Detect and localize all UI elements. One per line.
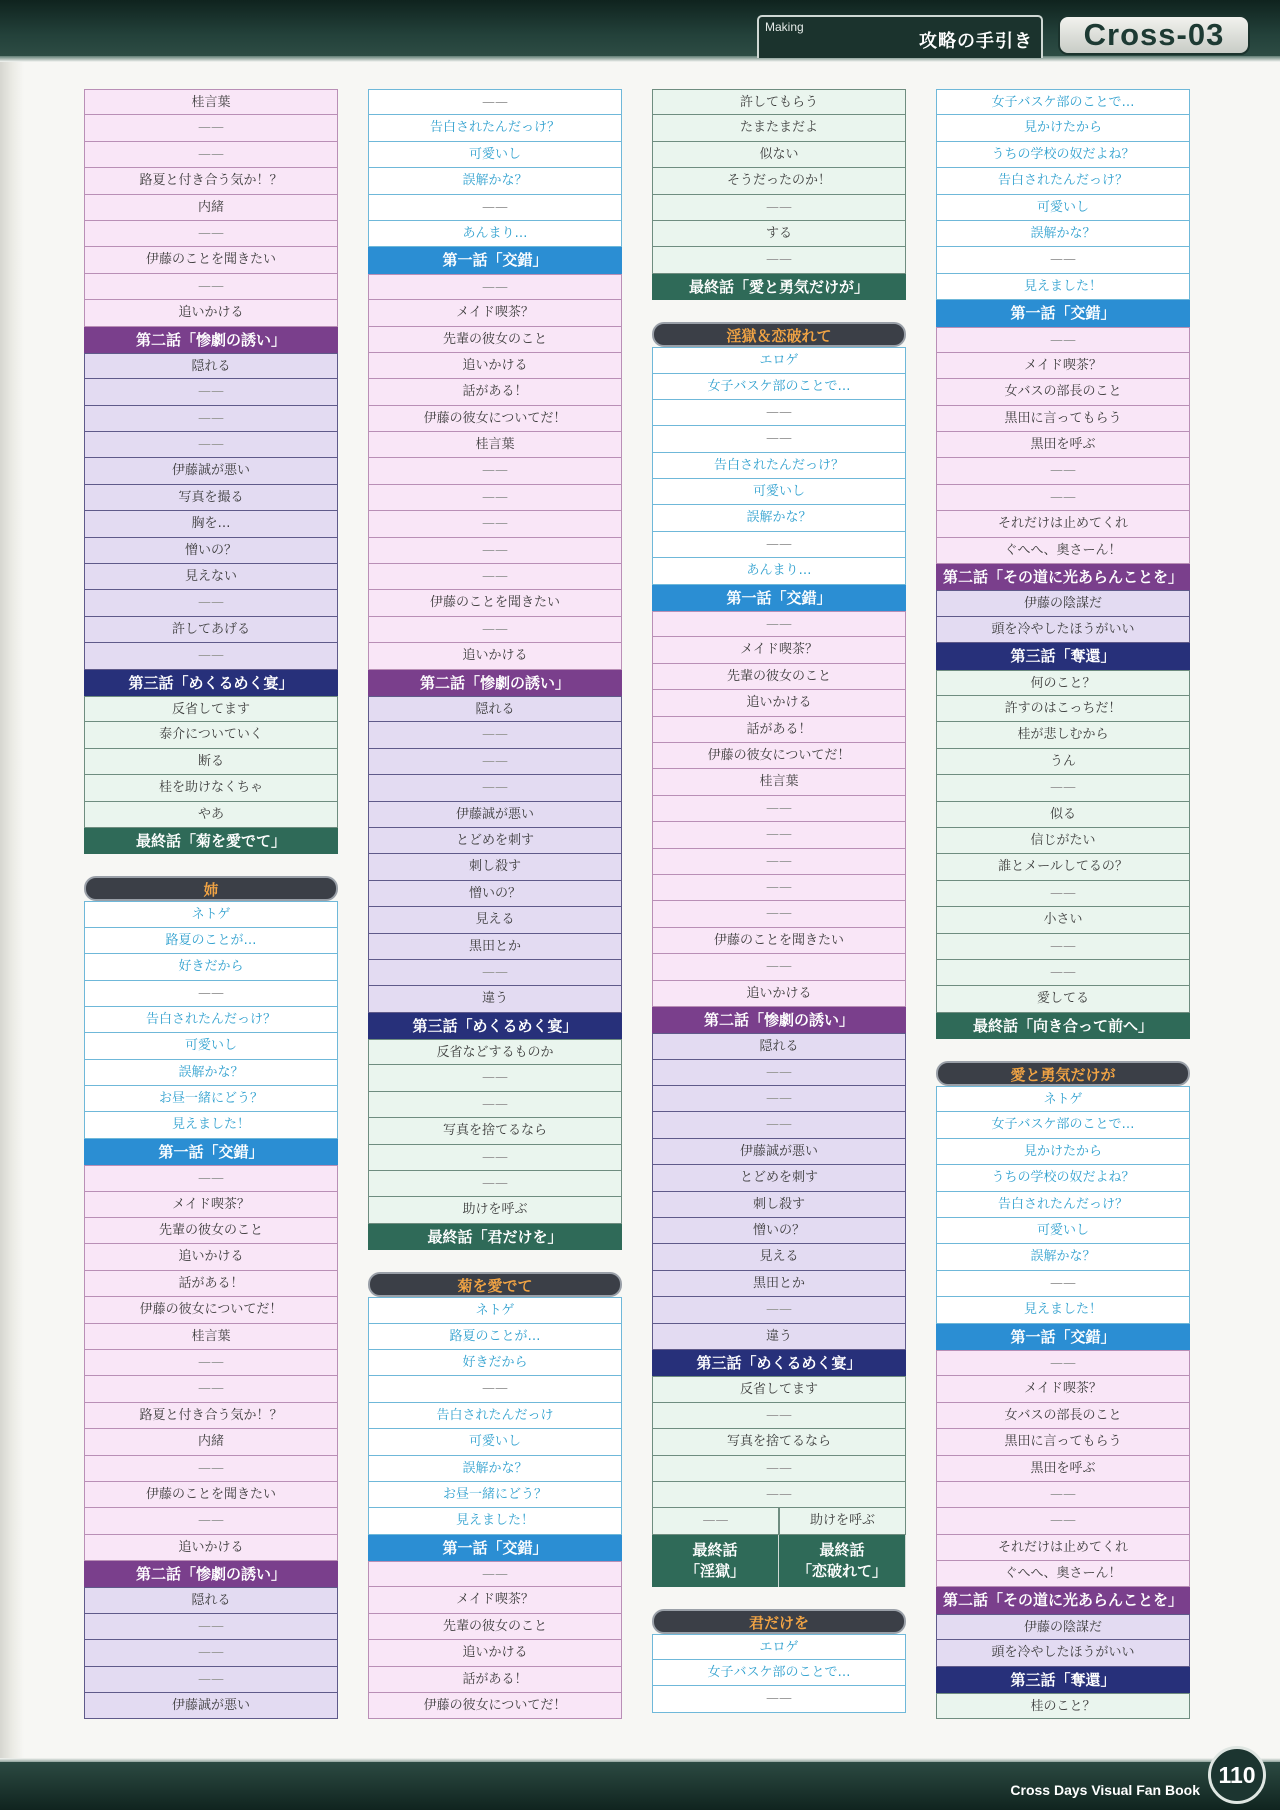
choice-row: ——	[652, 195, 906, 221]
choice-row: 桂言葉	[84, 89, 338, 115]
choice-row: 追いかける	[84, 1535, 338, 1561]
choice-row: ——	[84, 406, 338, 432]
route-title: 菊を愛でて	[368, 1272, 622, 1297]
choice-row: ——	[84, 115, 338, 141]
choice-row: ——	[936, 1350, 1190, 1376]
choice-row: 許してあげる	[84, 617, 338, 643]
choice-row: 可愛いし	[368, 142, 622, 168]
choice-row: ——	[936, 485, 1190, 511]
ending-header-line: 「淫獄」	[684, 1561, 745, 1580]
choice-row: とどめを刺す	[652, 1165, 906, 1191]
choice-row: ——	[936, 247, 1190, 273]
choice-row: うん	[936, 749, 1190, 775]
making-section-tab	[757, 15, 1043, 58]
choice-row: 泰介についていく	[84, 722, 338, 748]
choice-row: ——	[84, 1640, 338, 1666]
episode-header: 最終話「愛と勇気だけが」	[652, 274, 906, 300]
section-gap	[84, 854, 338, 876]
choice-row: 憎いの？	[652, 1218, 906, 1244]
choice-row: 好きだから	[368, 1350, 622, 1376]
choice-row: ——	[368, 511, 622, 537]
choice-row: 好きだから	[84, 954, 338, 980]
route-title: 姉	[84, 876, 338, 901]
choice-row: 路夏のことが…	[368, 1324, 622, 1350]
choice-row: 追いかける	[84, 300, 338, 326]
choice-row: 伊藤の彼女についてだ！	[368, 406, 622, 432]
choice-row: ——	[652, 1403, 906, 1429]
choice-row: エロゲ	[652, 347, 906, 373]
choice-row: 憎いの？	[368, 881, 622, 907]
choice-row: 誤解かな？	[936, 221, 1190, 247]
choice-row: 違う	[368, 986, 622, 1012]
choice-row: エロゲ	[652, 1634, 906, 1660]
choice-row: 愛してる	[936, 986, 1190, 1012]
choice-row: ——	[368, 775, 622, 801]
choice-row: ——	[936, 1508, 1190, 1534]
flow-column-2	[368, 89, 622, 1719]
episode-header: 第一話「交錯」	[936, 1324, 1190, 1350]
choice-row: 可愛いし	[84, 1033, 338, 1059]
choice-row: 話がある！	[84, 1271, 338, 1297]
choice-row: 伊藤のことを聞きたい	[368, 590, 622, 616]
chapter-badge: Cross-03	[1058, 15, 1250, 55]
episode-header: 第二話「惨劇の誘い」	[84, 1561, 338, 1587]
choice-row: 伊藤の彼女についてだ！	[84, 1297, 338, 1323]
choice-row: うちの学校の奴だよね？	[936, 142, 1190, 168]
choice-row: ——	[368, 89, 622, 115]
choice-row: ——	[84, 432, 338, 458]
choice-row: ——	[652, 1086, 906, 1112]
section-gap	[652, 1587, 906, 1609]
episode-header: 第三話「奪還」	[936, 643, 1190, 669]
choice-row: ——	[652, 1112, 906, 1138]
choice-row: 反省してます	[84, 696, 338, 722]
choice-row: 誤解かな？	[368, 1456, 622, 1482]
choice-row: ——	[84, 1456, 338, 1482]
choice-row: 断る	[84, 749, 338, 775]
choice-row: ——	[368, 274, 622, 300]
choice-row: 先輩の彼女のこと	[84, 1218, 338, 1244]
choice-row: それだけは止めてくれ	[936, 511, 1190, 537]
choice-row: ——	[368, 617, 622, 643]
choice-row: メイド喫茶？	[368, 1587, 622, 1613]
choice-row: 路夏と付き合う気か！？	[84, 1403, 338, 1429]
choice-row: 反省などするものか	[368, 1039, 622, 1065]
choice-row: ——	[652, 426, 906, 452]
choice-row: 似る	[936, 802, 1190, 828]
choice-row: 見えました！	[368, 1508, 622, 1534]
choice-row: 伊藤誠が悪い	[368, 802, 622, 828]
ending-header-line: 最終話	[692, 1540, 738, 1559]
choice-row: ——	[652, 954, 906, 980]
choice-row: 内緒	[84, 1429, 338, 1455]
choice-row: 誤解かな？	[652, 505, 906, 531]
choice-row: ——	[84, 1614, 338, 1640]
page-number-badge: 110	[1208, 1746, 1266, 1804]
choice-row: ぐへへ、奥さーん！	[936, 538, 1190, 564]
section-tab-label: Making	[765, 20, 804, 34]
choice-row: 誰とメールしてるの？	[936, 854, 1190, 880]
episode-header: 第三話「めくるめく宴」	[368, 1013, 622, 1039]
choice-row: 黒田に言ってもらう	[936, 1429, 1190, 1455]
episode-header: 第一話「交錯」	[368, 1535, 622, 1561]
choice-row: 写真を捨てるなら	[652, 1429, 906, 1455]
choice-row: 可愛いし	[368, 1429, 622, 1455]
choice-row: とどめを刺す	[368, 828, 622, 854]
episode-header: 第一話「交錯」	[936, 300, 1190, 326]
choice-row: ——	[652, 875, 906, 901]
choice-row: 伊藤の陰謀だ	[936, 1614, 1190, 1640]
choice-row: 伊藤のことを聞きたい	[84, 247, 338, 273]
choice-row: 伊藤誠が悪い	[84, 458, 338, 484]
choice-row: 誤解かな？	[368, 168, 622, 194]
choice-row: ぐへへ、奥さーん！	[936, 1561, 1190, 1587]
choice-row: 隠れる	[652, 1033, 906, 1059]
choice-row: ——	[368, 960, 622, 986]
choice-row: ——	[368, 485, 622, 511]
choice-row: ——	[368, 564, 622, 590]
choice-row: 可愛いし	[936, 195, 1190, 221]
choice-row: 追いかける	[652, 690, 906, 716]
choice-row: 伊藤誠が悪い	[84, 1693, 338, 1719]
choice-row: 隠れる	[84, 353, 338, 379]
episode-header: 第二話「惨劇の誘い」	[652, 1007, 906, 1033]
choice-row: ——	[936, 960, 1190, 986]
episode-header: 最終話「菊を愛でて」	[84, 828, 338, 854]
choice-row: 告白されたんだっけ？	[368, 115, 622, 141]
choice-row: 追いかける	[368, 643, 622, 669]
choice-row: 話がある！	[652, 717, 906, 743]
section-gap	[368, 1250, 622, 1272]
choice-row: 助けを呼ぶ	[368, 1197, 622, 1223]
choice-row: 路夏と付き合う気か！？	[84, 168, 338, 194]
choice-row: 伊藤の彼女についてだ！	[652, 743, 906, 769]
route-title: 愛と勇気だけが	[936, 1061, 1190, 1086]
choice-row: 告白されたんだっけ？	[936, 1192, 1190, 1218]
choice-row: あんまり…	[652, 558, 906, 584]
choice-row: ——	[84, 1667, 338, 1693]
choice-row: ——	[652, 1508, 779, 1534]
choice-row: ——	[84, 643, 338, 669]
choice-row: ——	[84, 1165, 338, 1191]
choice-row: そうだったのか！	[652, 168, 906, 194]
episode-header: 第一話「交錯」	[368, 247, 622, 273]
choice-row: ——	[652, 822, 906, 848]
choice-row: 伊藤のことを聞きたい	[652, 928, 906, 954]
choice-row: 隠れる	[368, 696, 622, 722]
choice-row: 話がある！	[368, 379, 622, 405]
choice-row: 黒田とか	[368, 934, 622, 960]
choice-row: 告白されたんだっけ？	[84, 1007, 338, 1033]
choice-row: ——	[84, 221, 338, 247]
choice-row: 路夏のことが…	[84, 928, 338, 954]
choice-row: ——	[368, 458, 622, 484]
page-footer	[0, 1762, 1280, 1810]
book-title: Cross Days Visual Fan Book	[1010, 1782, 1200, 1798]
route-title: 君だけを	[652, 1609, 906, 1634]
choice-row: 写真を撮る	[84, 485, 338, 511]
choice-row: 伊藤誠が悪い	[652, 1139, 906, 1165]
choice-row: ネトゲ	[368, 1297, 622, 1323]
choice-row: ——	[652, 1456, 906, 1482]
choice-row: 信じがたい	[936, 828, 1190, 854]
choice-row: 女バスの部長のこと	[936, 379, 1190, 405]
choice-row: ——	[84, 1508, 338, 1534]
choice-row: ——	[84, 590, 338, 616]
choice-row: 違う	[652, 1324, 906, 1350]
episode-header: 第一話「交錯」	[652, 585, 906, 611]
choice-row: ——	[652, 849, 906, 875]
episode-header: 最終話「向き合って前へ」	[936, 1013, 1190, 1039]
choice-row: 女子バスケ部のことで…	[936, 1112, 1190, 1138]
choice-row: ——	[936, 934, 1190, 960]
flow-column-4	[936, 89, 1190, 1719]
choice-row: 女子バスケ部のことで…	[936, 89, 1190, 115]
episode-header: 第二話「惨劇の誘い」	[84, 327, 338, 353]
choice-row: ——	[652, 901, 906, 927]
choice-row: メイド喫茶？	[936, 353, 1190, 379]
choice-row: 女子バスケ部のことで…	[652, 1660, 906, 1686]
choice-row: ——	[652, 247, 906, 273]
choice-row: ネトゲ	[936, 1086, 1190, 1112]
choice-row: 女子バスケ部のことで…	[652, 374, 906, 400]
choice-row: 誤解かな？	[936, 1244, 1190, 1270]
choice-row: メイド喫茶？	[652, 637, 906, 663]
choice-row: ——	[652, 1060, 906, 1086]
choice-row: お昼一緒にどう？	[84, 1086, 338, 1112]
ending-header-line: 「恋破れて」	[796, 1561, 887, 1580]
choice-row: ——	[936, 1482, 1190, 1508]
flow-column-3	[652, 89, 906, 1713]
episode-header: 第三話「奪還」	[936, 1667, 1190, 1693]
choice-row: 小さい	[936, 907, 1190, 933]
choice-row: する	[652, 221, 906, 247]
choice-row: 写真を捨てるなら	[368, 1118, 622, 1144]
episode-header: 第一話「交錯」	[84, 1139, 338, 1165]
route-title: 淫獄＆恋破れて	[652, 322, 906, 347]
choice-row: ——	[652, 1686, 906, 1712]
choice-row: 刺し殺す	[368, 854, 622, 880]
choice-row: ——	[652, 1297, 906, 1323]
choice-row: 告白されたんだっけ？	[652, 453, 906, 479]
section-gap	[936, 1039, 1190, 1061]
choice-row: 見える	[368, 907, 622, 933]
choice-row: メイド喫茶？	[936, 1376, 1190, 1402]
choice-row: うちの学校の奴だよね？	[936, 1165, 1190, 1191]
choice-row: 見かけたから	[936, 115, 1190, 141]
choice-row: メイド喫茶？	[84, 1192, 338, 1218]
choice-row: 黒田を呼ぶ	[936, 432, 1190, 458]
choice-row: ——	[368, 1065, 622, 1091]
choice-row: ——	[936, 327, 1190, 353]
choice-row: ——	[652, 611, 906, 637]
choice-row: 伊藤の彼女についてだ！	[368, 1693, 622, 1719]
episode-header: 最終話「君だけを」	[368, 1224, 622, 1250]
choice-row: ——	[84, 142, 338, 168]
section-gap	[652, 300, 906, 322]
choice-row: ——	[652, 1482, 906, 1508]
choice-row: 追いかける	[368, 353, 622, 379]
choice-row: ——	[652, 796, 906, 822]
choice-row: 桂を助けなくちゃ	[84, 775, 338, 801]
choice-row: ——	[936, 1271, 1190, 1297]
choice-row: 刺し殺す	[652, 1192, 906, 1218]
episode-header: 第二話「その道に光あらんことを」	[936, 564, 1190, 590]
episode-header: 第二話「その道に光あらんことを」	[936, 1587, 1190, 1613]
choice-row: 何のこと？	[936, 670, 1190, 696]
choice-row: 先輩の彼女のこと	[368, 1614, 622, 1640]
choice-row: 追いかける	[368, 1640, 622, 1666]
choice-row: 頭を冷やしたほうがいい	[936, 617, 1190, 643]
episode-header: 第二話「惨劇の誘い」	[368, 670, 622, 696]
choice-row: 告白されたんだっけ？	[936, 168, 1190, 194]
choice-row: 見える	[652, 1244, 906, 1270]
choice-row: 頭を冷やしたほうがいい	[936, 1640, 1190, 1666]
choice-row: 女バスの部長のこと	[936, 1403, 1190, 1429]
choice-row: 許してもらう	[652, 89, 906, 115]
choice-row: 話がある！	[368, 1667, 622, 1693]
choice-row: 憎いの？	[84, 538, 338, 564]
choice-row: ——	[368, 1171, 622, 1197]
guide-title: 攻略の手引き	[919, 31, 1033, 52]
choice-row: ——	[368, 538, 622, 564]
choice-row: 伊藤のことを聞きたい	[84, 1482, 338, 1508]
ending-split-block	[652, 1508, 906, 1586]
choice-row: メイド喫茶？	[368, 300, 622, 326]
choice-row: ——	[84, 379, 338, 405]
choice-row: 先輩の彼女のこと	[368, 327, 622, 353]
choice-row: ——	[84, 981, 338, 1007]
choice-row: 誤解かな？	[84, 1060, 338, 1086]
choice-row: 見えない	[84, 564, 338, 590]
choice-row: 許すのはこっちだ！	[936, 696, 1190, 722]
choice-row: ——	[368, 749, 622, 775]
episode-header: 第三話「めくるめく宴」	[84, 670, 338, 696]
choice-row: ——	[368, 722, 622, 748]
flow-column-1	[84, 89, 338, 1719]
choice-row: 桂が悲しむから	[936, 722, 1190, 748]
choice-row: 見えました！	[936, 1297, 1190, 1323]
book-spine-shadow	[0, 0, 24, 1810]
choice-row: 助けを呼ぶ	[779, 1508, 906, 1534]
ending-header	[652, 1535, 779, 1587]
choice-row: ——	[936, 458, 1190, 484]
choice-row: 可愛いし	[936, 1218, 1190, 1244]
choice-row: 追いかける	[84, 1244, 338, 1270]
choice-row: ——	[936, 881, 1190, 907]
choice-row: 桂言葉	[84, 1324, 338, 1350]
choice-row: 内緒	[84, 195, 338, 221]
choice-row: ——	[84, 1350, 338, 1376]
choice-row: 告白されたんだっけ	[368, 1403, 622, 1429]
choice-row: ——	[368, 1145, 622, 1171]
choice-row: 似ない	[652, 142, 906, 168]
choice-row: 黒田に言ってもらう	[936, 406, 1190, 432]
choice-row: 黒田とか	[652, 1271, 906, 1297]
choice-row: 伊藤の陰謀だ	[936, 590, 1190, 616]
choice-row: それだけは止めてくれ	[936, 1535, 1190, 1561]
choice-row: ——	[368, 195, 622, 221]
choice-row: 隠れる	[84, 1587, 338, 1613]
choice-row: 反省してます	[652, 1376, 906, 1402]
choice-row: 可愛いし	[652, 479, 906, 505]
choice-row: お昼一緒にどう？	[368, 1482, 622, 1508]
choice-row: あんまり…	[368, 221, 622, 247]
choice-row: ——	[652, 532, 906, 558]
choice-row: やあ	[84, 802, 338, 828]
episode-header: 第三話「めくるめく宴」	[652, 1350, 906, 1376]
ending-header-line: 最終話	[819, 1540, 865, 1559]
choice-row: ——	[652, 400, 906, 426]
choice-row: 先輩の彼女のこと	[652, 664, 906, 690]
choice-row: ネトゲ	[84, 901, 338, 927]
choice-row: ——	[368, 1092, 622, 1118]
choice-row: 桂言葉	[368, 432, 622, 458]
choice-row: 黒田を呼ぶ	[936, 1456, 1190, 1482]
choice-row: 桂のこと？	[936, 1693, 1190, 1719]
choice-row: 胸を…	[84, 511, 338, 537]
choice-row: 見かけたから	[936, 1139, 1190, 1165]
choice-row: 見えました！	[84, 1112, 338, 1138]
choice-row: 見えました！	[936, 274, 1190, 300]
choice-row: たまたまだよ	[652, 115, 906, 141]
choice-row: ——	[936, 775, 1190, 801]
choice-row: ——	[368, 1561, 622, 1587]
choice-row: 桂言葉	[652, 769, 906, 795]
choice-row: ——	[84, 274, 338, 300]
choice-row: ——	[368, 1376, 622, 1402]
ending-header	[779, 1535, 906, 1587]
header-divider	[0, 56, 1280, 62]
choice-row: ——	[84, 1376, 338, 1402]
choice-row: 追いかける	[652, 981, 906, 1007]
